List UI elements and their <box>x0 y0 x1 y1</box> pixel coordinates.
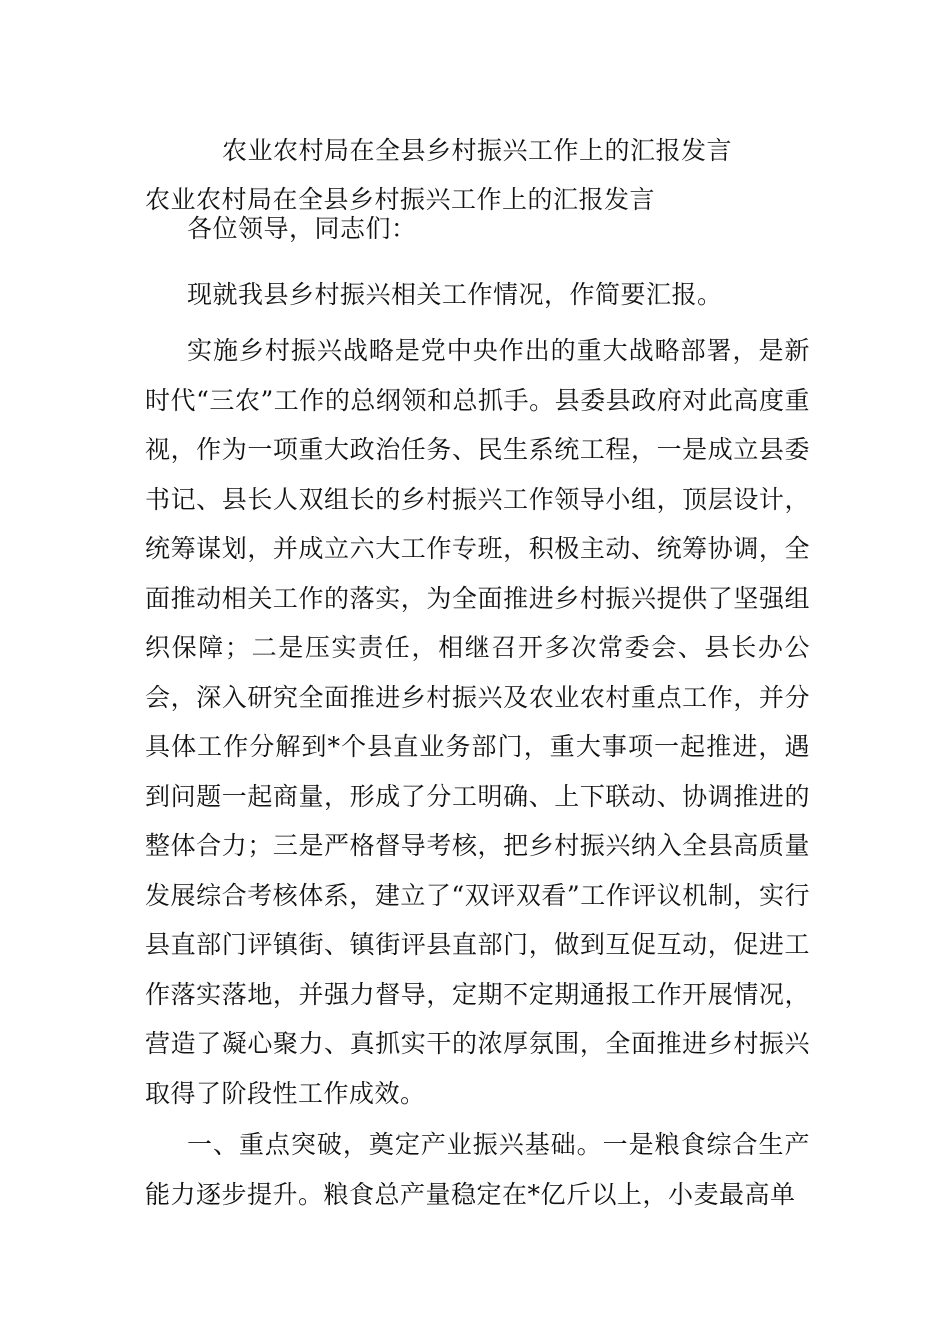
intro-paragraph: 现就我县乡村振兴相关工作情况，作简要汇报。 <box>187 280 723 309</box>
section-one-paragraph: 一、重点突破，奠定产业振兴基础。一是粮食综合生产能力逐步提升。粮食总产量稳定在*亿斤以上，小麦最高单 <box>145 1130 810 1209</box>
greeting-paragraph: 各位领导，同志们： <box>187 214 417 243</box>
document-title: 农业农村局在全县乡村振兴工作上的汇报发言 <box>222 136 733 165</box>
document-subtitle: 农业农村局在全县乡村振兴工作上的汇报发言 <box>145 185 656 214</box>
main-paragraph: 实施乡村振兴战略是党中央作出的重大战略部署，是新时代“三农”工作的总纲领和总抓手。县委县政府对此高度重视，作为一项重大政治任务、民生系统工程，一是成立县委书记、县长人双组长的乡村振兴工作领导小组，顶层设计，统筹谋划，并成立六大工作专班，积极主动、统筹协调，全面推动相关工作的落实，为全面推进乡村振兴提供了坚强组织保障；二是压实责任，相继召开多次常委会、县长办公会，深入研究全面推进乡村振兴及农业农村重点工作，并分具体工作分解到*个县直业务部门，重大事项一起推进，遇到问题一起商量，形成了分工明确、上下联动、协调推进的整体合力；三是严格督导考核，把乡村振兴纳入全县高质量发展综合考核体系，建立了“双评双看”工作评议机制，实行县直部门评镇街、镇街评县直部门，做到互促互动，促进工作落实落地，并强力督导，定期不定期通报工作开展情况，营造了凝心聚力、真抓实干的浓厚氛围，全面推进乡村振兴取得了阶段性工作成效。 <box>145 336 810 1108</box>
